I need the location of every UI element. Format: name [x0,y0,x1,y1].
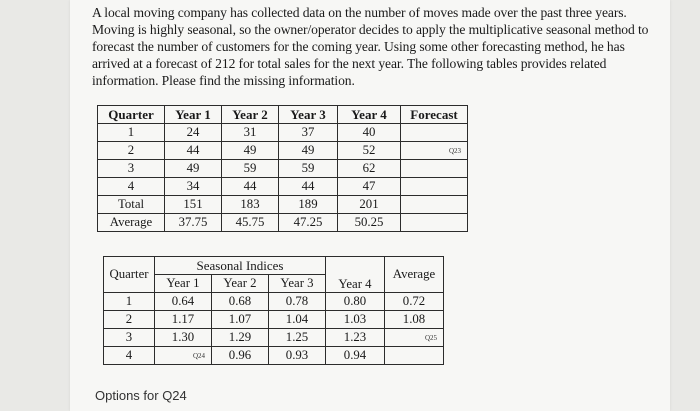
header-quarter: Quarter [104,257,155,293]
cell: 50.25 [338,214,401,232]
cell: 1.17 [155,311,212,329]
cell-quarter: 2 [98,142,165,160]
header-average: Average [385,257,444,293]
sales-data-table [97,105,468,232]
question-marker-q23: Q23 [401,142,468,160]
cell: 49 [165,160,222,178]
table-header-row [98,106,468,124]
cell: 31 [222,124,279,142]
cell: 1.30 [155,329,212,347]
header-year-2: Year 2 [222,106,279,124]
cell: 59 [279,160,338,178]
table-header-row [104,257,444,275]
cell: 24 [165,124,222,142]
header-year-4: Year 4 [326,257,385,293]
cell: 1.29 [212,329,269,347]
header-quarter: Quarter [98,106,165,124]
cell: 47 [338,178,401,196]
cell: 59 [222,160,279,178]
header-year-1: Year 1 [165,106,222,124]
cell-quarter: 1 [98,124,165,142]
question-marker-q24: Q24 [155,347,212,365]
header-year-3: Year 3 [279,106,338,124]
cell: 0.64 [155,293,212,311]
cell: 0.93 [269,347,326,365]
cell: 0.94 [326,347,385,365]
cell-forecast [401,124,468,142]
table-row-average [98,214,468,232]
cell-quarter: 3 [98,160,165,178]
cell: 0.80 [326,293,385,311]
table-row-total [98,196,468,214]
table-row [98,124,468,142]
table-row [98,160,468,178]
table-row [104,293,444,311]
cell: 40 [338,124,401,142]
cell: 183 [222,196,279,214]
cell-label: Total [98,196,165,214]
cell: 49 [279,142,338,160]
cell-average [385,347,444,365]
cell-forecast [401,214,468,232]
cell-quarter: 3 [104,329,155,347]
cell: 0.96 [212,347,269,365]
header-year-1: Year 1 [155,275,212,293]
cell: 37 [279,124,338,142]
cell: 0.68 [212,293,269,311]
table-row [98,142,468,160]
cell-quarter: 2 [104,311,155,329]
cell: 1.23 [326,329,385,347]
cell: 1.25 [269,329,326,347]
cell: 44 [165,142,222,160]
cell-average: 1.08 [385,311,444,329]
cell: 45.75 [222,214,279,232]
cell: 1.07 [212,311,269,329]
header-seasonal-indices: Seasonal Indices [155,257,326,275]
question-marker-q25: Q25 [385,329,444,347]
cell-forecast [401,160,468,178]
cell-quarter: 1 [104,293,155,311]
problem-statement: A local moving company has collected data on the number of moves made over the past three years. Moving is highly seasonal, so the owner/operator decides to apply the multiplicative seasonal method to forecast the number of customers for the coming year. Using some other forecasting method, he has arrived at a forecast of 212 for total sales for the next year. The following tables provides related information. Please find the missing information. [92,5,649,88]
cell-quarter: 4 [104,347,155,365]
cell: 1.03 [326,311,385,329]
cell-average: 0.72 [385,293,444,311]
cell: 0.78 [269,293,326,311]
header-forecast: Forecast [401,106,468,124]
cell: 44 [279,178,338,196]
header-year-4: Year 4 [338,106,401,124]
cell: 52 [338,142,401,160]
cell: 34 [165,178,222,196]
cell: 201 [338,196,401,214]
cell: 62 [338,160,401,178]
table-row [104,311,444,329]
cell-quarter: 4 [98,178,165,196]
cell-forecast [401,178,468,196]
cell: 47.25 [279,214,338,232]
table-row [104,347,444,365]
cell: 49 [222,142,279,160]
header-year-3: Year 3 [269,275,326,293]
cell: 189 [279,196,338,214]
table-row [104,329,444,347]
cell-forecast [401,196,468,214]
cell-label: Average [98,214,165,232]
cell: 151 [165,196,222,214]
cell: 44 [222,178,279,196]
header-year-2: Year 2 [212,275,269,293]
seasonal-indices-table [103,256,444,365]
cell: 37.75 [165,214,222,232]
table-row [98,178,468,196]
options-label: Options for Q24 [95,388,187,403]
cell: 1.04 [269,311,326,329]
